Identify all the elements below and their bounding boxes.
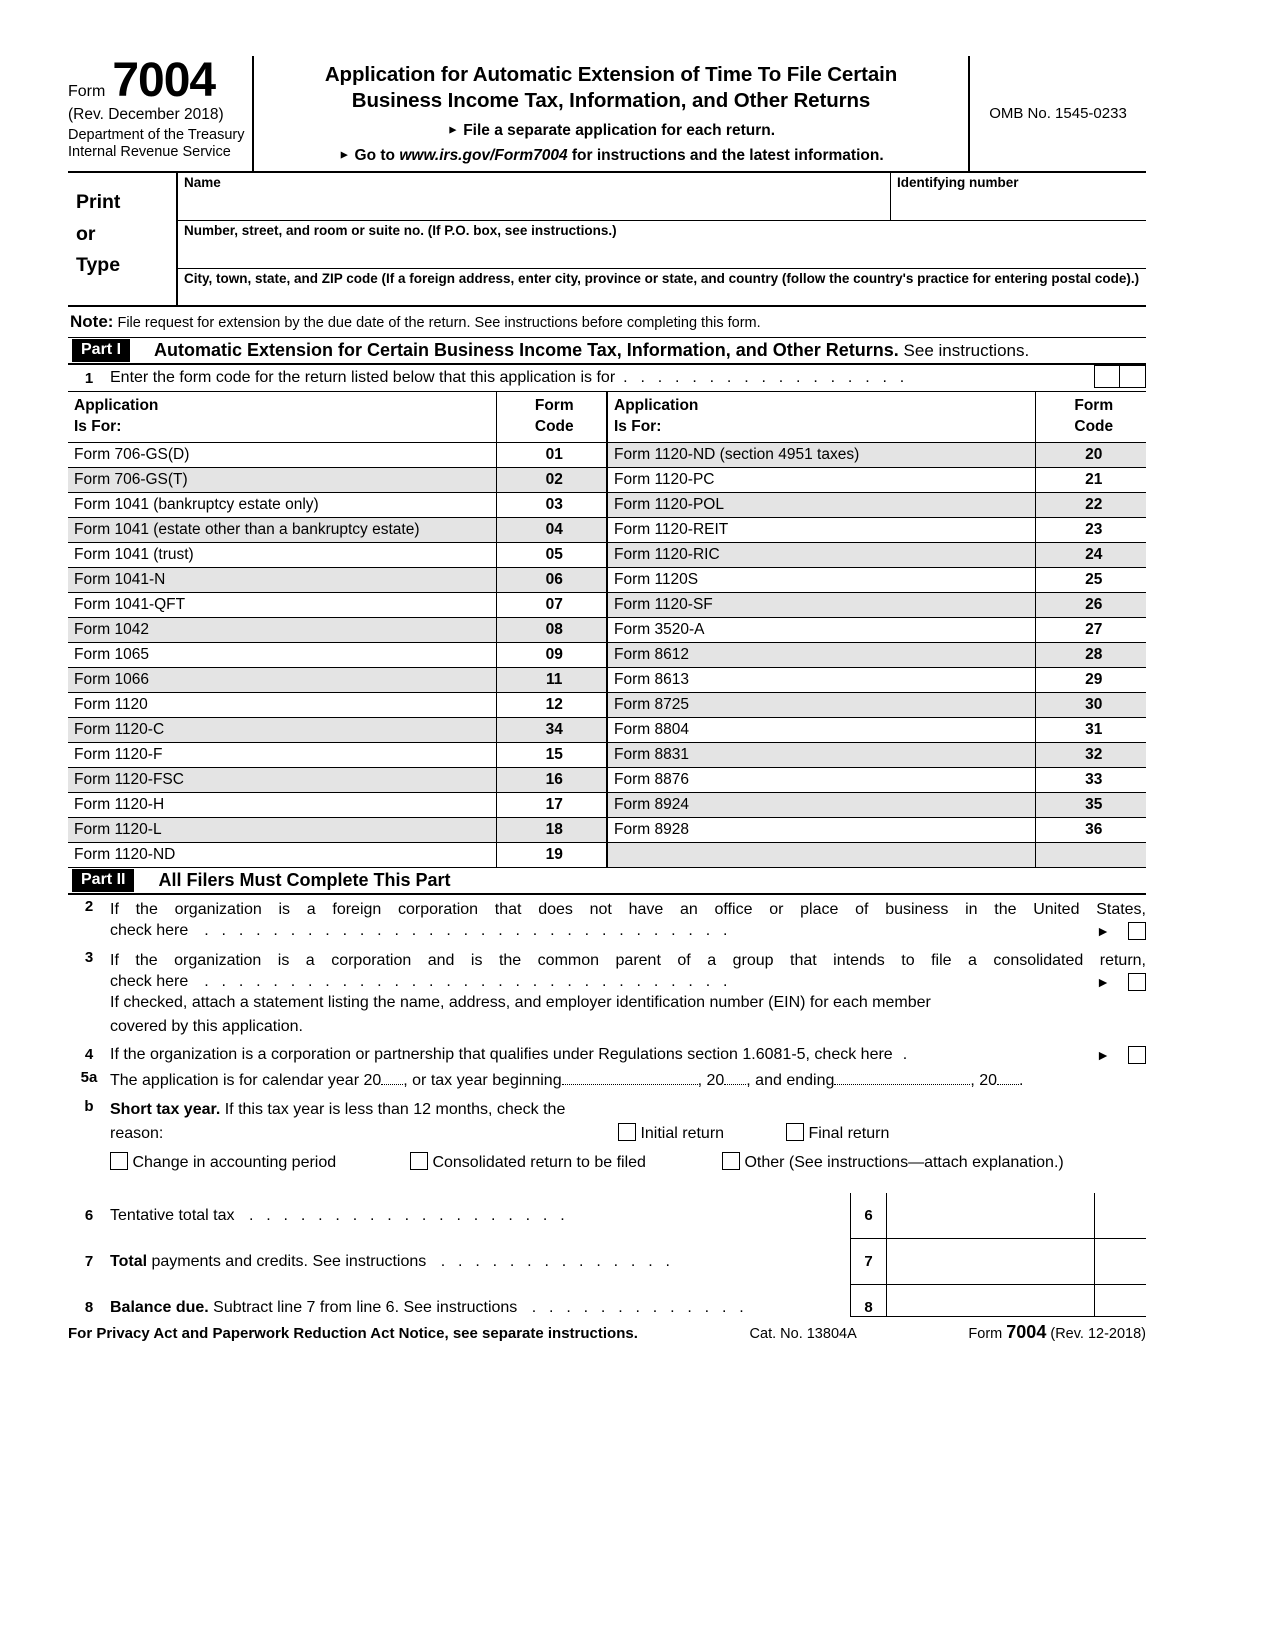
label-consolidated-return: Consolidated return to be filed xyxy=(432,1153,646,1171)
code-row-code-right: 31 xyxy=(1035,718,1146,743)
code-row-code-left: 04 xyxy=(496,518,607,543)
note-label: Note: xyxy=(70,312,114,332)
code-row-application-right: Form 1120-RIC xyxy=(607,543,1035,568)
footer-revision: (Rev. 12-2018) xyxy=(1050,1325,1146,1342)
header-application-left-line1: Application xyxy=(74,397,159,415)
line-7-number: 7 xyxy=(84,1252,94,1270)
header-title-block xyxy=(254,56,970,171)
code-row-application-right: Form 1120-ND (section 4951 taxes) xyxy=(607,443,1035,468)
footer-form-identity xyxy=(968,1322,1146,1343)
line-5a-t3: , 20 xyxy=(697,1071,725,1089)
code-table-row xyxy=(68,568,1146,593)
header-code-left-line1: Form xyxy=(534,397,574,415)
address-block xyxy=(68,173,1146,307)
line-8-leader-dots: . . . . . . . . . . . . . xyxy=(531,1298,748,1316)
line-5a-t6: . xyxy=(1019,1071,1024,1089)
checkbox-initial-return[interactable] xyxy=(618,1123,636,1141)
form-body xyxy=(68,56,1146,1343)
code-row-code-left: 17 xyxy=(496,793,607,818)
code-row-code-left: 18 xyxy=(496,818,607,843)
code-row-application-right: Form 8613 xyxy=(607,668,1035,693)
code-row-code-right: 36 xyxy=(1035,818,1146,843)
code-row-application-right: Form 8612 xyxy=(607,643,1035,668)
line-3-check-row xyxy=(110,973,1146,991)
part-2-banner xyxy=(68,868,1146,895)
code-table-row xyxy=(68,468,1146,493)
line-5a-t5: , 20 xyxy=(970,1071,998,1089)
code-row-application-right: Form 1120-PC xyxy=(607,468,1035,493)
header-code-left-line2: Code xyxy=(534,418,574,436)
code-table-row xyxy=(68,743,1146,768)
footer-form-number: 7004 xyxy=(1006,1321,1047,1342)
line-8-label xyxy=(68,1285,850,1317)
line-8-text: Subtract line 7 from line 6. See instructions xyxy=(208,1298,518,1316)
code-row-application-left: Form 1041 (trust) xyxy=(68,543,496,568)
line-2-row xyxy=(68,895,1146,940)
code-table-row xyxy=(68,593,1146,618)
header-code-right xyxy=(1035,392,1146,443)
print-or-type-line-3: Type xyxy=(76,254,121,277)
code-row-code-right: 35 xyxy=(1035,793,1146,818)
form-header xyxy=(68,56,1146,173)
street-row[interactable] xyxy=(178,221,1146,269)
code-row-code-left: 08 xyxy=(496,618,607,643)
label-initial-return: Initial return xyxy=(640,1124,725,1142)
calendar-year-input[interactable] xyxy=(381,1071,403,1085)
line-3-text-1: If the organization is a corporation and is the common parent of a group that intends to file a consolidated return, xyxy=(110,951,1146,969)
code-row-application-right: Form 1120-SF xyxy=(607,593,1035,618)
line-7-amount-input[interactable] xyxy=(886,1239,1094,1285)
header-code-right-line1: Form xyxy=(1074,397,1114,415)
part-2-tag: Part II xyxy=(72,869,134,892)
code-row-code-right: 24 xyxy=(1035,543,1146,568)
line-5a-row xyxy=(68,1066,1146,1093)
code-row-code-right: 32 xyxy=(1035,743,1146,768)
triangle-right-icon-2: ► xyxy=(338,147,351,162)
line-6-number: 6 xyxy=(84,1206,94,1224)
line-2-number: 2 xyxy=(84,897,94,915)
code-row-application-right: Form 8804 xyxy=(607,718,1035,743)
line-5b-body xyxy=(110,1095,1146,1175)
option-other[interactable] xyxy=(722,1154,1064,1171)
line-1-text: Enter the form code for the return listed below that this application is for xyxy=(110,369,616,387)
triangle-right-icon-line-4: ► xyxy=(1096,1046,1110,1063)
triangle-right-icon-line-2: ► xyxy=(1096,922,1110,939)
code-row-application-right: Form 8924 xyxy=(607,793,1035,818)
code-row-application-left: Form 1041-QFT xyxy=(68,593,496,618)
line-3-text-3: If checked, attach a statement listing the name, address, and employer identification number (EIN) for each member xyxy=(110,993,931,1011)
option-final-return[interactable] xyxy=(786,1125,889,1142)
spacer-before-amounts xyxy=(68,1175,1146,1193)
code-row-application-left: Form 1120-L xyxy=(68,818,496,843)
code-row-code-left: 34 xyxy=(496,718,607,743)
code-row-code-right: 25 xyxy=(1035,568,1146,593)
line-8-cents-input[interactable] xyxy=(1094,1285,1146,1317)
code-row-application-right: Form 8725 xyxy=(607,693,1035,718)
line-5b-prompt xyxy=(110,1098,618,1146)
line-8-amount-input[interactable] xyxy=(886,1285,1094,1317)
code-row-code-right: 21 xyxy=(1035,468,1146,493)
irs-url-link[interactable]: www.irs.gov/Form7004 xyxy=(399,147,568,165)
part-2-title: All Filers Must Complete This Part xyxy=(158,870,451,891)
header-goto-prefix: Go to xyxy=(354,147,400,165)
line-5b-prompt-row xyxy=(110,1098,1146,1146)
line-7-text: payments and credits. See instructions xyxy=(147,1252,427,1270)
tax-year-beginning-year-input[interactable] xyxy=(724,1071,746,1085)
part-1-title xyxy=(154,340,1029,361)
line-5a-number: 5a xyxy=(80,1068,98,1086)
code-row-code-left: 11 xyxy=(496,668,607,693)
header-form-identity xyxy=(68,56,254,171)
code-table-row xyxy=(68,618,1146,643)
line-8-number: 8 xyxy=(84,1298,94,1316)
header-application-left xyxy=(68,392,496,443)
line-6-amount-input[interactable] xyxy=(886,1193,1094,1239)
line-3-body xyxy=(110,946,1146,1039)
line-6-leader-dots: . . . . . . . . . . . . . . . . . . . xyxy=(248,1206,569,1224)
checkbox-final-return[interactable] xyxy=(786,1123,804,1141)
part-1-tag: Part I xyxy=(72,339,130,362)
line-6-label xyxy=(68,1193,850,1239)
line-7-label xyxy=(68,1239,850,1285)
line-7-bold: Total xyxy=(110,1252,148,1270)
code-row-code-left: 07 xyxy=(496,593,607,618)
header-application-right-line2: Is For: xyxy=(614,418,662,436)
option-change-accounting-period[interactable] xyxy=(110,1151,410,1175)
code-row-code-right: 22 xyxy=(1035,493,1146,518)
line-8-bold: Balance due. xyxy=(110,1298,209,1316)
privacy-act-notice: For Privacy Act and Paperwork Reduction Act Notice, see separate instructions. xyxy=(68,1324,638,1342)
code-row-application-left: Form 706-GS(T) xyxy=(68,468,496,493)
line-5b-number: b xyxy=(84,1097,94,1115)
line-5a-t2: , or tax year beginning xyxy=(403,1071,562,1089)
line-3-text-4: covered by this application. xyxy=(110,1017,303,1035)
code-row-code-right: 26 xyxy=(1035,593,1146,618)
option-initial-return[interactable] xyxy=(618,1122,786,1146)
line-2-body xyxy=(110,895,1146,940)
line-3-number: 3 xyxy=(84,948,94,966)
line-5a-t1: The application is for calendar year 20 xyxy=(110,1071,382,1089)
code-row-application-right: Form 8876 xyxy=(607,768,1035,793)
code-row-code-right xyxy=(1035,843,1146,868)
code-row-code-left: 03 xyxy=(496,493,607,518)
line-4-text: If the organization is a corporation or partnership that qualifies under Regulations section 1.6081-5, check here xyxy=(110,1045,893,1063)
street-field-label: Number, street, and room or suite no. (If P.O. box, see instructions.) xyxy=(184,223,617,239)
code-row-application-left: Form 1065 xyxy=(68,643,496,668)
print-or-type-label xyxy=(68,173,178,305)
name-and-id-row xyxy=(178,173,1146,221)
code-row-code-right: 33 xyxy=(1035,768,1146,793)
line-4-checkbox[interactable] xyxy=(1128,1046,1146,1064)
line-3-leader-dots: . . . . . . . . . . . . . . . . . . . . . . . . . . . . . . . xyxy=(204,972,732,990)
line-2-leader-dots: . . . . . . . . . . . . . . . . . . . . . . . . . . . . . . . xyxy=(204,921,732,939)
line-4-body xyxy=(110,1043,1146,1064)
code-row-code-left: 16 xyxy=(496,768,607,793)
department-line-1: Department of the Treasury xyxy=(68,127,245,143)
line-3-checkbox[interactable] xyxy=(1128,973,1146,991)
line-5a-t4: , and ending xyxy=(746,1071,835,1089)
department-block xyxy=(68,127,248,161)
code-row-application-left: Form 706-GS(D) xyxy=(68,443,496,468)
line-4-leader-dots: . xyxy=(902,1045,912,1063)
code-row-application-right: Form 1120-REIT xyxy=(607,518,1035,543)
header-code-right-line2: Code xyxy=(1074,418,1114,436)
line-4-check-row xyxy=(110,1046,1146,1064)
code-row-application-right: Form 8928 xyxy=(607,818,1035,843)
code-row-application-right: Form 3520-A xyxy=(607,618,1035,643)
code-row-application-left: Form 1041 (bankruptcy estate only) xyxy=(68,493,496,518)
code-table-row xyxy=(68,768,1146,793)
code-row-code-left: 05 xyxy=(496,543,607,568)
line-1-row xyxy=(68,365,1146,391)
code-row-application-left: Form 1120-H xyxy=(68,793,496,818)
code-row-application-left: Form 1041 (estate other than a bankruptcy estate) xyxy=(68,518,496,543)
city-field[interactable] xyxy=(178,269,1146,305)
part-1-title-suffix: See instructions. xyxy=(898,341,1030,361)
code-table-body xyxy=(68,443,1146,868)
tax-year-ending-year-input[interactable] xyxy=(997,1071,1019,1085)
checkbox-change-accounting-period[interactable] xyxy=(110,1152,128,1170)
form-revision-date: (Rev. December 2018) xyxy=(68,106,224,123)
line-6-text: Tentative total tax xyxy=(110,1206,235,1224)
code-row-code-left: 06 xyxy=(496,568,607,593)
code-row-code-right: 27 xyxy=(1035,618,1146,643)
line-8-box-number: 8 xyxy=(850,1285,886,1317)
line-2-check-here-label: check here xyxy=(110,921,189,939)
name-field[interactable] xyxy=(178,173,890,220)
code-row-code-left: 12 xyxy=(496,693,607,718)
line-1-form-code-entry[interactable] xyxy=(1094,365,1146,388)
code-row-application-left: Form 1042 xyxy=(68,618,496,643)
code-table-row xyxy=(68,518,1146,543)
code-row-application-right: Form 8831 xyxy=(607,743,1035,768)
line-4-number: 4 xyxy=(84,1045,94,1063)
line-7-cents-input[interactable] xyxy=(1094,1239,1146,1285)
code-table-row xyxy=(68,793,1146,818)
header-application-right-line1: Application xyxy=(614,397,699,415)
code-row-code-left: 09 xyxy=(496,643,607,668)
line-7-row xyxy=(68,1239,1146,1285)
part-1-banner xyxy=(68,338,1146,365)
code-table-header-row xyxy=(68,392,1146,443)
identifying-number-label: Identifying number xyxy=(897,175,1019,191)
code-row-code-right: 28 xyxy=(1035,643,1146,668)
note-line xyxy=(68,307,1146,338)
form-footer xyxy=(68,1317,1146,1343)
header-code-left xyxy=(496,392,607,443)
code-table-row xyxy=(68,843,1146,868)
line-5b-options-row-2 xyxy=(110,1151,1146,1175)
checkbox-other[interactable] xyxy=(722,1152,740,1170)
code-table-row xyxy=(68,693,1146,718)
form-number-line xyxy=(68,54,248,107)
code-row-code-left: 15 xyxy=(496,743,607,768)
short-tax-year-label: Short tax year. xyxy=(110,1100,221,1118)
line-2-checkbox[interactable] xyxy=(1128,922,1146,940)
form-code-digit-1[interactable] xyxy=(1094,365,1120,388)
code-row-code-right: 29 xyxy=(1035,668,1146,693)
code-row-code-right: 30 xyxy=(1035,693,1146,718)
form-code-table xyxy=(68,391,1146,868)
code-row-code-right: 20 xyxy=(1035,443,1146,468)
code-row-application-left: Form 1120-FSC xyxy=(68,768,496,793)
line-5b-row xyxy=(68,1095,1146,1175)
code-row-application-left: Form 1041-N xyxy=(68,568,496,593)
label-other: Other (See instructions—attach explanation.) xyxy=(744,1153,1064,1171)
omb-number: OMB No. 1545-0233 xyxy=(989,105,1127,123)
code-row-code-left: 19 xyxy=(496,843,607,868)
footer-form-label: Form xyxy=(968,1325,1003,1342)
city-field-label: City, town, state, and ZIP code (If a foreign address, enter city, province or state, and country (follow the country's practice for entering postal code).) xyxy=(184,271,1140,287)
header-application-left-line2: Is For: xyxy=(74,418,122,436)
form-title-line-2: Business Income Tax, Information, and Other Returns xyxy=(351,89,871,113)
line-1-leader-dots: . . . . . . . . . . . . . . . . . xyxy=(623,369,909,387)
checkbox-consolidated-return[interactable] xyxy=(410,1152,428,1170)
code-table-row xyxy=(68,718,1146,743)
street-field[interactable] xyxy=(178,221,1146,268)
code-row-application-left: Form 1120-F xyxy=(68,743,496,768)
line-7-box-number: 7 xyxy=(850,1239,886,1285)
identifying-number-field[interactable] xyxy=(890,173,1146,220)
catalog-number: Cat. No. 13804A xyxy=(749,1325,857,1342)
header-instruction-1-text: File a separate application for each return. xyxy=(463,122,776,140)
tax-year-ending-input[interactable] xyxy=(834,1071,970,1085)
label-final-return: Final return xyxy=(808,1124,890,1142)
form-code-digit-2[interactable] xyxy=(1120,365,1146,388)
line-6-cents-input[interactable] xyxy=(1094,1193,1146,1239)
code-table-row xyxy=(68,543,1146,568)
note-text: File request for extension by the due date of the return. See instructions before completing this form. xyxy=(113,315,761,332)
tax-year-beginning-input[interactable] xyxy=(562,1071,698,1085)
form-title-line-1: Application for Automatic Extension of Time To File Certain xyxy=(324,63,898,86)
code-row-application-left: Form 1066 xyxy=(68,668,496,693)
line-2-text-1: If the organization is a foreign corporation that does not have an office or place of business in the United States, xyxy=(110,900,1146,918)
part-1-title-main: Automatic Extension for Certain Business Income Tax, Information, and Other Returns. xyxy=(154,340,899,361)
code-row-application-left: Form 1120 xyxy=(68,693,496,718)
line-5a-text xyxy=(110,1069,1146,1093)
code-table-row xyxy=(68,818,1146,843)
print-or-type-line-1: Print xyxy=(76,191,121,214)
code-row-application-right xyxy=(607,843,1035,868)
code-table-row xyxy=(68,643,1146,668)
form-label: Form xyxy=(68,83,106,100)
line-1-number: 1 xyxy=(84,369,94,387)
header-application-right xyxy=(607,392,1035,443)
line-5b-text: If this tax year is less than 12 months, check the reason: xyxy=(110,1100,566,1142)
line-4-row xyxy=(68,1043,1146,1064)
code-table-row xyxy=(68,668,1146,693)
code-row-code-right: 23 xyxy=(1035,518,1146,543)
code-row-application-left: Form 1120-ND xyxy=(68,843,496,868)
department-line-2: Internal Revenue Service xyxy=(68,144,231,161)
code-row-application-right: Form 1120-POL xyxy=(607,493,1035,518)
header-instruction-1 xyxy=(260,121,962,142)
code-row-application-right: Form 1120S xyxy=(607,568,1035,593)
code-table-row xyxy=(68,493,1146,518)
triangle-right-icon: ► xyxy=(446,122,459,137)
option-consolidated-return[interactable] xyxy=(410,1151,722,1175)
line-5a-body xyxy=(110,1066,1146,1093)
line-8-row xyxy=(68,1285,1146,1317)
name-field-label: Name xyxy=(184,175,221,191)
code-row-code-left: 02 xyxy=(496,468,607,493)
code-row-application-left: Form 1120-C xyxy=(68,718,496,743)
line-7-leader-dots: . . . . . . . . . . . . . . xyxy=(440,1252,675,1270)
city-row[interactable] xyxy=(178,269,1146,305)
header-instruction-2 xyxy=(260,146,962,167)
header-goto-suffix: for instructions and the latest information. xyxy=(567,147,884,165)
label-change-accounting-period: Change in accounting period xyxy=(132,1153,337,1171)
line-6-row xyxy=(68,1193,1146,1239)
print-or-type-line-2: or xyxy=(76,222,96,245)
line-6-box-number: 6 xyxy=(850,1193,886,1239)
line-3-row xyxy=(68,946,1146,1039)
address-fields xyxy=(178,173,1146,305)
form-number: 7004 xyxy=(112,54,216,107)
triangle-right-icon-line-3: ► xyxy=(1096,973,1110,990)
code-row-code-left: 01 xyxy=(496,443,607,468)
code-table-row xyxy=(68,443,1146,468)
line-2-check-row xyxy=(110,922,1146,940)
line-3-check-here-label: check here xyxy=(110,972,189,990)
